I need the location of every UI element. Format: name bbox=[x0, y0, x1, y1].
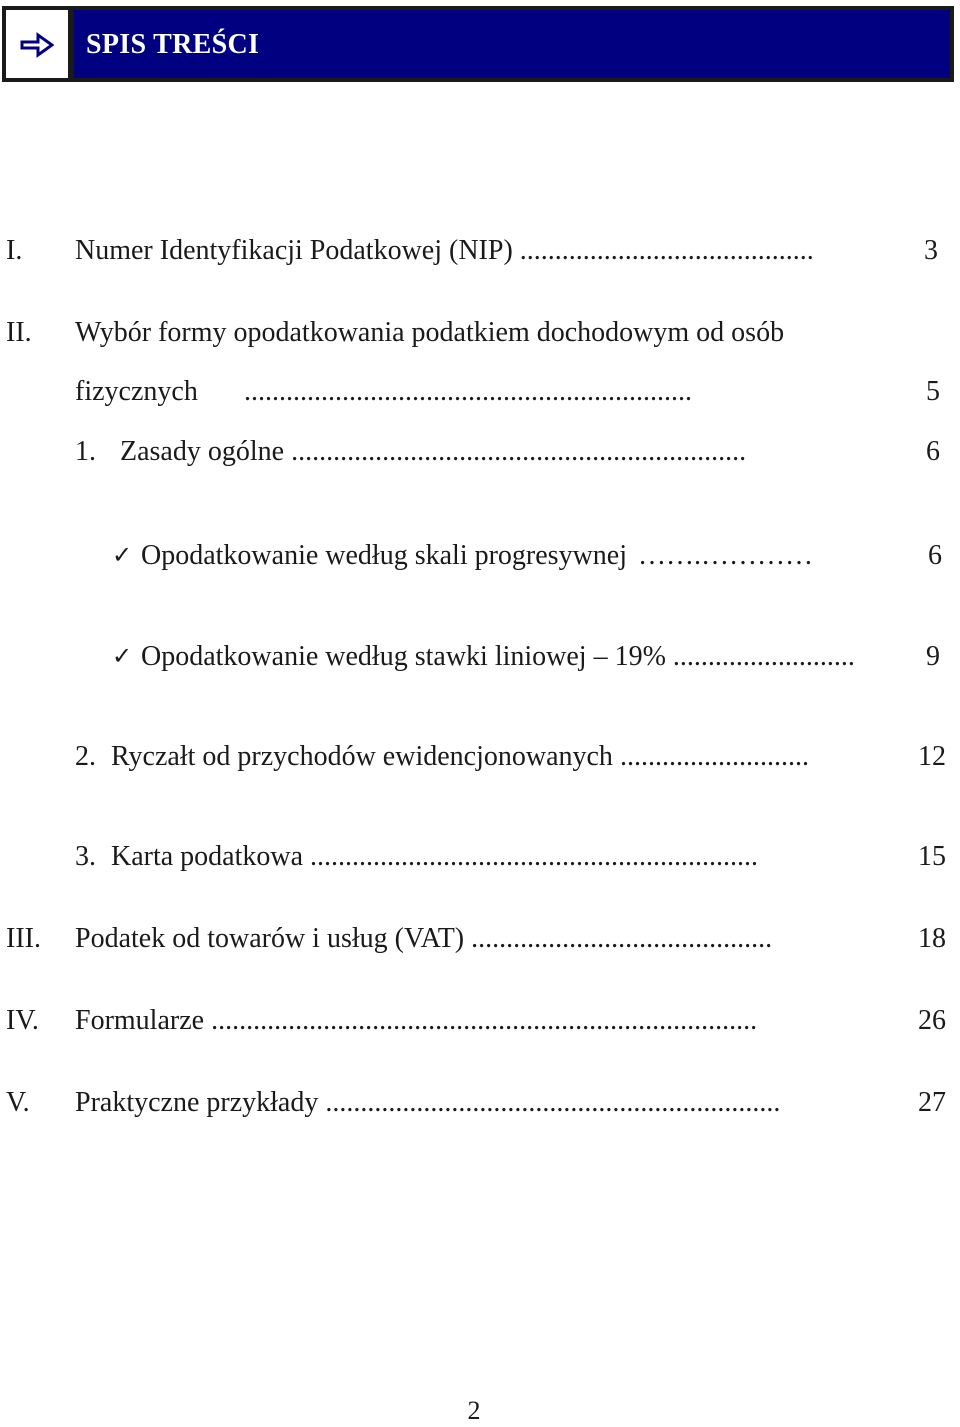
header-icon-box bbox=[6, 10, 68, 78]
toc-entry[interactable] bbox=[0, 237, 948, 269]
toc-page-number: 27 bbox=[918, 1087, 946, 1118]
toc-leader: ................................................................. bbox=[325, 1087, 781, 1118]
toc-entry-number: IV. bbox=[6, 1005, 39, 1036]
toc-entry-label: Opodatkowanie według stawki liniowej – 19% bbox=[141, 641, 666, 672]
header-title-box bbox=[74, 10, 950, 78]
toc-entry-number: 1. bbox=[75, 436, 96, 467]
toc-entry[interactable] bbox=[0, 542, 948, 574]
toc-entry[interactable] bbox=[0, 1007, 948, 1039]
toc-leader: ........................... bbox=[619, 741, 809, 772]
toc-leader: .......................................... bbox=[519, 235, 814, 266]
toc-entry-label: Wybór formy opodatkowania podatkiem dochodowym od osób bbox=[75, 317, 785, 348]
toc-entry[interactable] bbox=[0, 1089, 948, 1121]
toc-entry[interactable] bbox=[0, 925, 948, 957]
toc-page-number: 15 bbox=[918, 841, 946, 872]
toc-entry-number: I. bbox=[6, 235, 23, 266]
toc-entry-label: Karta podatkowa bbox=[111, 841, 304, 872]
page-title: SPIS TREŚCI bbox=[86, 29, 260, 60]
checkmark-icon: ✓ bbox=[112, 541, 133, 569]
right-arrow-icon bbox=[20, 32, 54, 58]
toc-leader: ........................................... bbox=[471, 923, 773, 954]
toc-page-number: 5 bbox=[926, 376, 940, 407]
page-number-footer: 2 bbox=[467, 1396, 481, 1425]
toc-entry-label: Opodatkowanie według skali progresywnej bbox=[141, 540, 627, 571]
toc-page-number: 12 bbox=[918, 741, 946, 772]
toc-page-number: 6 bbox=[926, 436, 940, 467]
toc-page-number: 6 bbox=[928, 540, 942, 571]
toc-entry[interactable] bbox=[0, 843, 948, 875]
toc-entry-label: Podatek od towarów i usług (VAT) bbox=[75, 923, 465, 954]
toc-entry[interactable] bbox=[0, 438, 948, 470]
toc-leader: …….………… bbox=[638, 540, 813, 571]
toc-page-number: 18 bbox=[918, 923, 946, 954]
toc-entry-label: Formularze bbox=[75, 1005, 205, 1036]
toc-entry-label-continued: fizycznych bbox=[75, 376, 198, 407]
toc-leader: .......................... bbox=[672, 641, 855, 672]
toc-entry-continuation[interactable] bbox=[0, 378, 948, 410]
toc-entry-number: 2. bbox=[75, 741, 96, 772]
toc-page-number: 3 bbox=[924, 235, 938, 266]
toc-entry-label: Praktyczne przykłady bbox=[75, 1087, 319, 1118]
toc-entry-number: 3. bbox=[75, 841, 96, 872]
toc-entry-label: Zasady ogólne bbox=[120, 436, 285, 467]
toc-entry-number: II. bbox=[6, 317, 32, 348]
toc-entry-label: Ryczałt od przychodów ewidencjonowanych bbox=[111, 741, 613, 772]
toc-entry[interactable] bbox=[0, 319, 948, 351]
toc-entry[interactable] bbox=[0, 643, 948, 675]
toc-entry-number: III. bbox=[6, 923, 41, 954]
checkmark-icon: ✓ bbox=[112, 642, 133, 670]
toc-entry[interactable] bbox=[0, 743, 948, 775]
toc-leader: .............................................................................. bbox=[211, 1005, 758, 1036]
toc-entry-number: V. bbox=[6, 1087, 30, 1118]
toc-header-banner bbox=[2, 6, 954, 82]
toc-leader: ................................................................. bbox=[291, 436, 747, 467]
toc-leader: ................................................................ bbox=[244, 376, 692, 407]
toc-leader: ................................................................ bbox=[310, 841, 759, 872]
toc-page-number: 26 bbox=[918, 1005, 946, 1036]
toc-entry-label: Numer Identyfikacji Podatkowej (NIP) bbox=[75, 235, 513, 266]
toc-page-number: 9 bbox=[926, 641, 940, 672]
